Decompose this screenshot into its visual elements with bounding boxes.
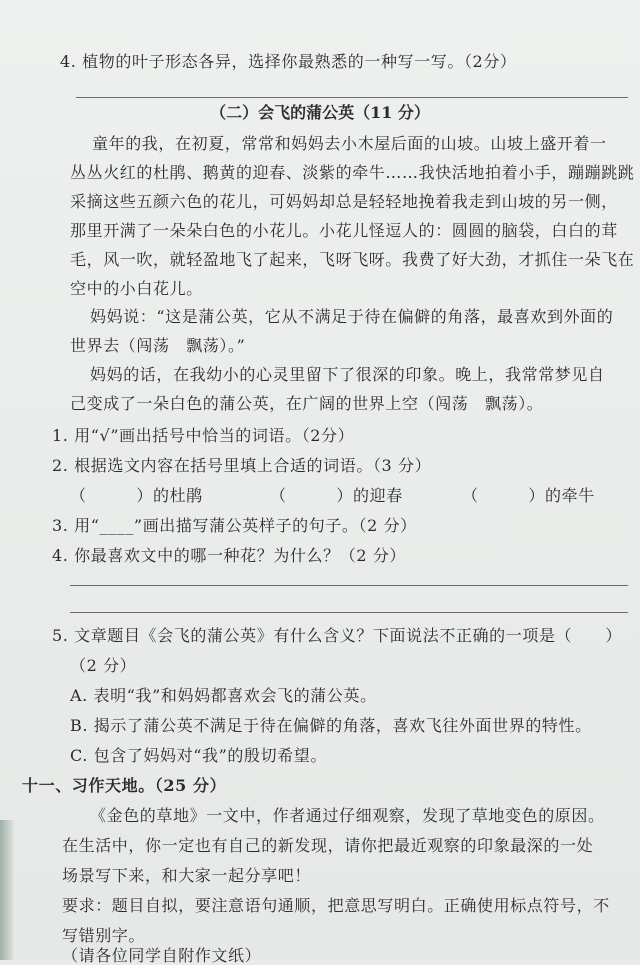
passage-line: 童年的我，在初夏，常常和妈妈去小木屋后面的山坡。山坡上盛开着一 — [92, 134, 607, 153]
answer-line — [76, 97, 628, 98]
composition-line: 《金色的草地》一文中，作者通过仔细观察，发现了草地变色的原因。 — [90, 806, 605, 825]
composition-heading: 十一、习作天地。（25 分） — [22, 776, 227, 795]
blank-dujuan: （ ）的杜鹃 — [70, 486, 203, 505]
question-5: 5. 文章题目《会飞的蒲公英》有什么含义？下面说法不正确的一项是（ ） — [52, 626, 622, 645]
question-4: 4. 你最喜欢文中的哪一种花？为什么？（2 分） — [52, 546, 407, 565]
passage-line: 妈妈说：“这是蒲公英，它从不满足于待在偏僻的角落，最喜欢到外面的 — [90, 307, 614, 326]
option-c: C. 包含了妈妈对“我”的殷切希望。 — [70, 746, 328, 765]
passage-line: 世界去（闯荡 飘荡）。” — [70, 336, 246, 355]
composition-line: 场景写下来，和大家一起分享吧！ — [62, 866, 312, 885]
blank-qianniu: （ ）的牵牛 — [462, 486, 595, 505]
composition-note: （请各位同学自附作文纸） — [62, 946, 262, 965]
question-5-score: （2 分） — [70, 656, 137, 675]
passage-line: 己变成了一朵白色的蒲公英，在广阔的世界上空（闯荡 飘荡）。 — [70, 394, 544, 413]
question-3: 3. 用“____”画出描写蒲公英样子的句子。（2 分） — [52, 516, 417, 535]
passage-line: 妈妈的话，在我幼小的心灵里留下了很深的印象。晚上，我常常梦见自 — [90, 365, 605, 384]
passage-line: 毛，风一吹，就轻盈地飞了起来，飞呀飞呀。我费了好大劲，才抓住一朵飞在 — [70, 250, 635, 269]
composition-line: 在生活中，你一定也有自己的新发现，请你把最近观察的印象最深的一处 — [62, 836, 594, 855]
section-title: （二）会飞的蒲公英（11 分） — [210, 103, 430, 122]
passage-line: 采摘这些五颜六色的花儿，可妈妈却总是轻轻地挽着我走到山坡的另一侧， — [70, 192, 618, 211]
blank-yingchun: （ ）的迎春 — [270, 486, 403, 505]
option-b: B. 揭示了蒲公英不满足于待在偏僻的角落，喜欢飞往外面世界的特性。 — [70, 716, 592, 735]
question-2: 2. 根据选文内容在括号里填上合适的词语。（3 分） — [52, 456, 432, 475]
composition-line: 要求：题目自拟，要注意语句通顺，把意思写明白。正确使用标点符号，不 — [62, 896, 610, 915]
passage-line: 空中的小白花儿。 — [70, 279, 203, 298]
page-edge-shadow — [0, 820, 14, 960]
answer-line — [70, 585, 628, 586]
question-1: 1. 用“√”画出括号中恰当的词语。（2分） — [52, 426, 355, 445]
question-4-plant-leaves: 4. 植物的叶子形态各异，选择你最熟悉的一种写一写。（2分） — [60, 52, 517, 71]
composition-line: 写错别字。 — [62, 926, 146, 945]
answer-line — [70, 612, 628, 613]
passage-line: 丛丛火红的杜鹃、鹅黄的迎春、淡紫的牵牛……我快活地拍着小手，蹦蹦跳跳 — [70, 163, 635, 182]
passage-line: 那里开满了一朵朵白色的小花儿。小花儿怪逗人的：圆圆的脑袋，白白的茸 — [70, 221, 618, 240]
option-a: A. 表明“我”和妈妈都喜欢会飞的蒲公英。 — [70, 686, 377, 705]
